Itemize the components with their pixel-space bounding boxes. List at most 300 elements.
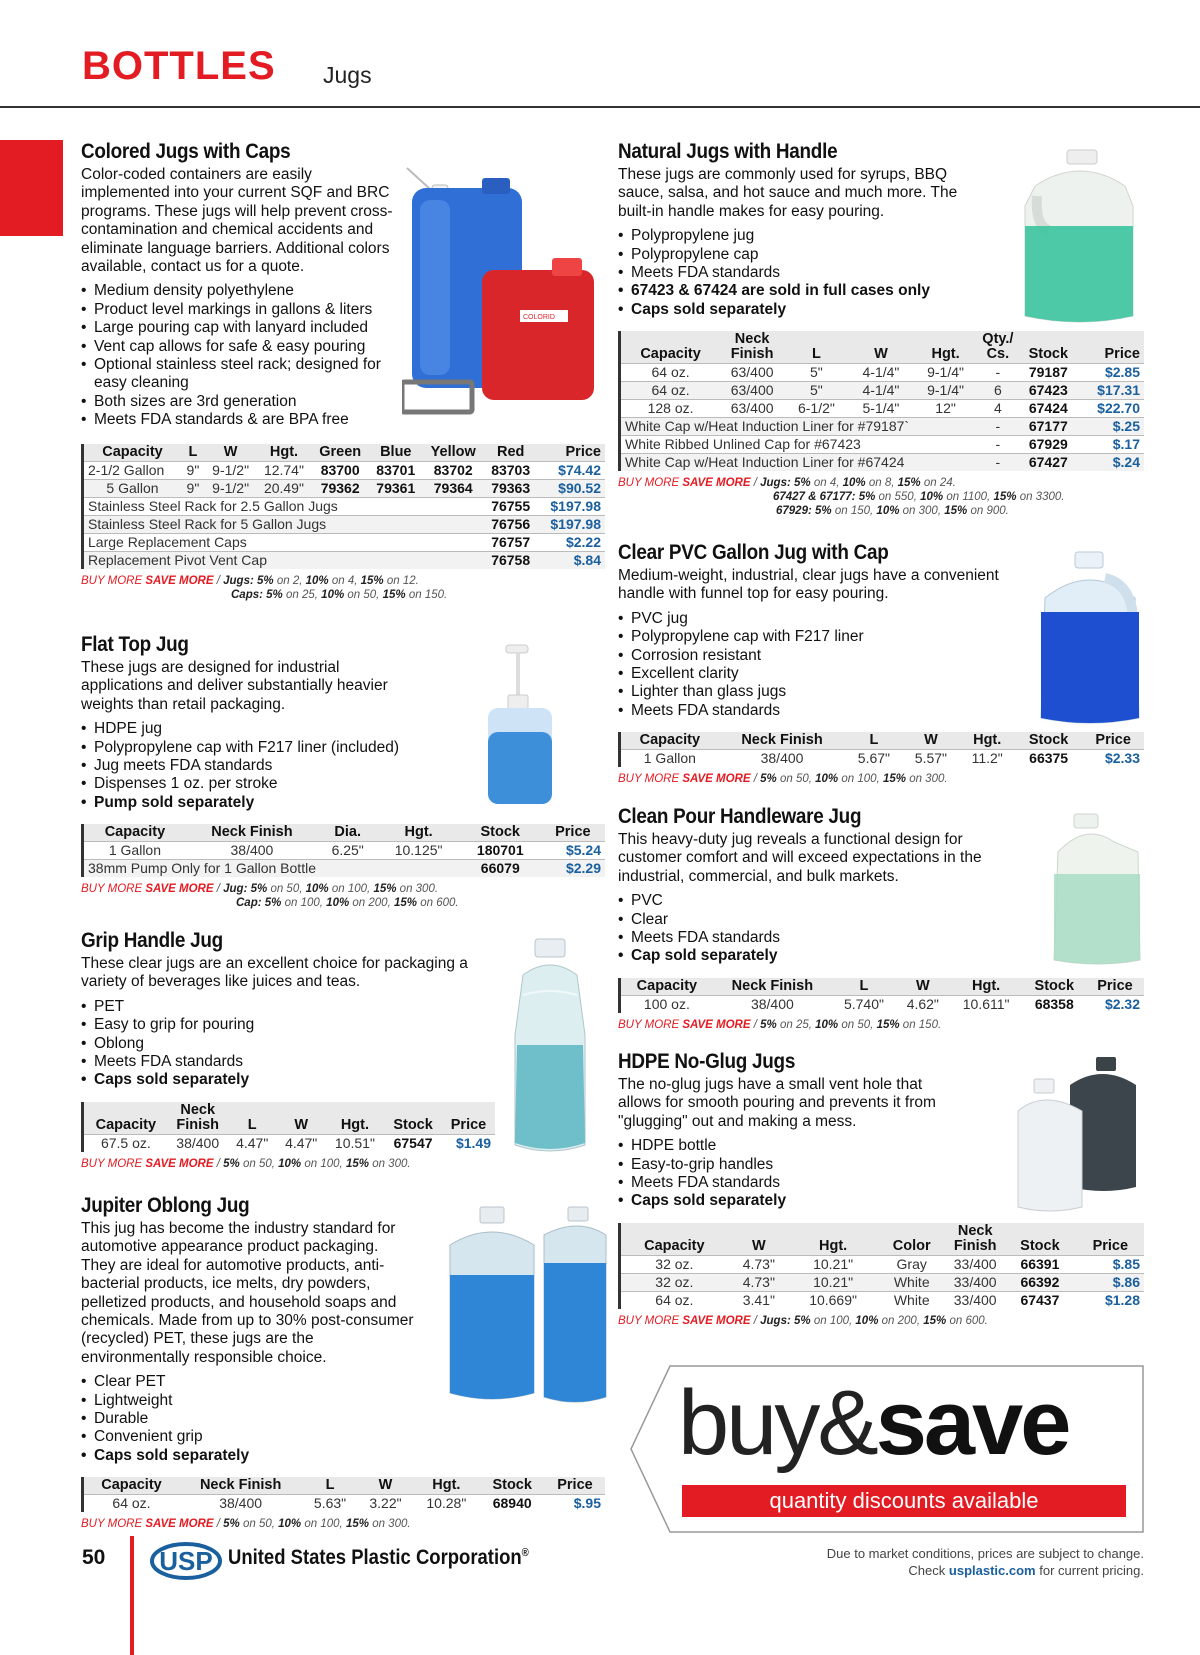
discount-text: 15% bbox=[360, 574, 384, 587]
table-cell: $90.52 bbox=[538, 479, 605, 497]
table-row bbox=[620, 1273, 1145, 1291]
table-cell: 83702 bbox=[423, 461, 484, 479]
feature-item: • Caps sold separately bbox=[618, 301, 1148, 319]
table-row bbox=[83, 551, 606, 569]
table-cell: 9-1/2" bbox=[205, 461, 257, 479]
column-header: Stock bbox=[1028, 732, 1069, 749]
discount-text: 10% bbox=[876, 505, 900, 518]
table-cell: 38mm Pump Only for 1 Gallon Bottle bbox=[83, 860, 460, 878]
discount-text: SAVE MORE bbox=[682, 1314, 751, 1327]
discount-text: 10% bbox=[278, 1157, 302, 1170]
column-header: Stock bbox=[1028, 346, 1069, 363]
column-header: Price bbox=[1104, 346, 1140, 363]
feature-item: • Lighter than glass jugs bbox=[618, 683, 1148, 701]
buy-more-save-more bbox=[618, 772, 1148, 786]
table-cell: 4.62" bbox=[896, 995, 950, 1013]
feature-item: • HDPE bottle bbox=[618, 1137, 1148, 1155]
table-cell: 10.21" bbox=[790, 1255, 876, 1273]
column-header: Price bbox=[450, 1116, 487, 1133]
website-link[interactable]: usplastic.com bbox=[948, 1563, 1036, 1578]
hdpe-no-glug-description: The no-glug jugs have a small vent hole that allows for smooth pouring and prevents it from "glugging" out and making a mess. bbox=[618, 1076, 936, 1130]
discount-text: 15% bbox=[345, 1157, 369, 1170]
column-header: Hgt. bbox=[973, 732, 1002, 749]
column-header: Yellow bbox=[430, 443, 476, 460]
discount-text bbox=[618, 504, 1148, 518]
table-row bbox=[620, 400, 1145, 418]
clean-pour-jug-table bbox=[618, 978, 1144, 1013]
discount-text: 5% bbox=[223, 1518, 240, 1531]
table-cell: $2.22 bbox=[538, 533, 605, 551]
feature-item: • Easy-to-grip handles bbox=[618, 1156, 1148, 1174]
table-cell: 33/400 bbox=[947, 1291, 1003, 1309]
table-cell: 10.21" bbox=[790, 1273, 876, 1291]
table-row bbox=[83, 497, 606, 515]
feature-item: • Easy to grip for pouring bbox=[81, 1016, 501, 1034]
natural-jugs-table bbox=[618, 331, 1144, 471]
discount-text: on 50, bbox=[242, 1518, 275, 1531]
table-cell: Large Replacement Caps bbox=[83, 533, 484, 551]
table-cell: - bbox=[978, 364, 1018, 382]
table-row bbox=[620, 436, 1145, 454]
table-cell: 63/400 bbox=[720, 364, 784, 382]
table-cell: 5 Gallon bbox=[83, 479, 182, 497]
discount-text: on 100, bbox=[841, 773, 880, 786]
natural-jugs-title: Natural Jugs with Handle bbox=[618, 140, 838, 163]
discount-text: BUY MORE bbox=[81, 574, 143, 587]
table-cell: $.17 bbox=[1079, 436, 1144, 454]
company-name-text: United States Plastic Corporation bbox=[228, 1546, 522, 1569]
natural-jugs-image bbox=[1015, 146, 1145, 326]
table-cell: 128 oz. bbox=[620, 400, 721, 418]
feature-item: • Corrosion resistant bbox=[618, 647, 1148, 665]
discount-text bbox=[81, 588, 601, 602]
table-cell: 38/400 bbox=[168, 1134, 228, 1152]
table-cell: White Ribbed Unlined Cap for #67423 bbox=[620, 436, 978, 454]
column-header: L bbox=[859, 977, 869, 994]
discount-text: 67929: bbox=[776, 505, 812, 518]
discount-text: 5% bbox=[760, 1018, 777, 1031]
table-row bbox=[83, 515, 606, 533]
discount-text: 5% bbox=[250, 883, 268, 896]
feature-item: • 67423 & 67424 are sold in full cases only bbox=[618, 282, 1148, 300]
table-cell: 10.669" bbox=[790, 1291, 876, 1309]
discount-text: on 1100, bbox=[946, 491, 991, 504]
table-cell: 83703 bbox=[484, 461, 538, 479]
discount-text: on 8, bbox=[868, 477, 895, 490]
feature-item: • Meets FDA standards bbox=[618, 1174, 1148, 1192]
table-cell: - bbox=[978, 418, 1018, 436]
page-subtitle: Jugs bbox=[323, 62, 372, 88]
table-cell: White Cap w/Heat Induction Liner for #79187` bbox=[620, 418, 978, 436]
discount-text: on 100, bbox=[284, 897, 323, 910]
feature-item: • Product level markings in gallons & liters bbox=[81, 301, 401, 319]
discount-text: SAVE MORE bbox=[145, 1157, 214, 1170]
buy-more-save-more bbox=[618, 1314, 1148, 1328]
discount-text: Jugs: bbox=[223, 574, 254, 587]
column-header: Hgt. bbox=[269, 443, 299, 460]
table-cell: 32 oz. bbox=[620, 1255, 728, 1273]
feature-item: • Lightweight bbox=[81, 1392, 601, 1410]
grip-handle-jug-description: These clear jugs are an excellent choice for packaging a variety of beverages like juices and teas. bbox=[81, 955, 468, 991]
hdpe-no-glug-image bbox=[1012, 1055, 1142, 1213]
table-cell: 5.740" bbox=[832, 995, 896, 1013]
table-cell: 67929 bbox=[1018, 436, 1079, 454]
table-cell: 32 oz. bbox=[620, 1273, 728, 1291]
table-row bbox=[620, 454, 1145, 472]
table-row bbox=[83, 479, 606, 497]
table-cell: $2.33 bbox=[1082, 750, 1144, 768]
table-cell: 33/400 bbox=[947, 1273, 1003, 1291]
column-header: W bbox=[924, 732, 938, 749]
table-cell: 63/400 bbox=[720, 400, 784, 418]
clear-pvc-jug-title: Clear PVC Gallon Jug with Cap bbox=[618, 541, 889, 564]
table-cell: 67177 bbox=[1018, 418, 1079, 436]
table-cell: 76757 bbox=[484, 533, 538, 551]
discount-text: on 100, bbox=[304, 1157, 343, 1170]
flat-top-jug-title: Flat Top Jug bbox=[81, 633, 189, 656]
table-cell: White Cap w/Heat Induction Liner for #67424 bbox=[620, 454, 978, 472]
column-header: Hgt. bbox=[972, 977, 1001, 994]
column-header: L bbox=[188, 443, 198, 460]
table-cell: 1 Gallon bbox=[83, 842, 186, 860]
discount-text: 10% bbox=[321, 588, 345, 601]
footer-divider bbox=[130, 1536, 134, 1655]
column-header: Stock bbox=[1034, 977, 1075, 994]
discount-text: on 4, bbox=[813, 477, 840, 490]
table-cell: - bbox=[978, 454, 1018, 472]
discount-text: SAVE MORE bbox=[145, 1518, 214, 1531]
header-rule bbox=[0, 106, 1200, 108]
feature-item: • Optional stainless steel rack; designed for easy cleaning bbox=[81, 356, 401, 393]
buy-more-save-more bbox=[81, 574, 601, 602]
discount-text: 10% bbox=[815, 773, 839, 786]
feature-item: • Convenient grip bbox=[81, 1428, 601, 1446]
discount-text: 5% bbox=[794, 1314, 811, 1327]
table-cell: 11.2" bbox=[959, 750, 1015, 768]
table-cell: Stainless Steel Rack for 5 Gallon Jugs bbox=[83, 515, 484, 533]
column-header: Price bbox=[1095, 732, 1131, 749]
feature-item: • Clear PET bbox=[81, 1373, 601, 1391]
discount-text: on 600. bbox=[949, 1314, 988, 1327]
table-row bbox=[83, 842, 606, 860]
table-cell: $74.42 bbox=[538, 461, 605, 479]
column-header: Price bbox=[557, 1477, 593, 1494]
table-cell: 5" bbox=[784, 364, 849, 382]
table-cell: $.95 bbox=[545, 1495, 605, 1513]
pricing-note-text: for current pricing. bbox=[1039, 1563, 1144, 1578]
column-header: W bbox=[751, 1237, 766, 1254]
discount-text: 10% bbox=[815, 1018, 839, 1031]
table-cell: 10.51" bbox=[326, 1134, 384, 1152]
discount-text: on 150, bbox=[834, 505, 874, 518]
table-cell: 33/400 bbox=[947, 1255, 1003, 1273]
page-number: 50 bbox=[82, 1546, 106, 1569]
column-header: Stock bbox=[492, 1477, 532, 1494]
table-cell: 10.28" bbox=[413, 1495, 479, 1513]
pricing-note-line: Due to market conditions, prices are subject to change. bbox=[826, 1546, 1144, 1561]
column-header: W bbox=[874, 346, 888, 363]
discount-text: / bbox=[216, 1157, 220, 1170]
feature-item: • Polypropylene jug bbox=[618, 227, 1148, 245]
column-header: Neck Finish bbox=[730, 331, 774, 363]
discount-text: / bbox=[753, 1018, 757, 1031]
table-cell: $.24 bbox=[1079, 454, 1144, 472]
discount-text: on 900. bbox=[970, 505, 1009, 518]
table-cell: 38/400 bbox=[719, 750, 846, 768]
table-cell: Gray bbox=[876, 1255, 947, 1273]
table-cell: $1.49 bbox=[442, 1134, 495, 1152]
feature-item: • Oblong bbox=[81, 1035, 501, 1053]
column-header: L bbox=[869, 732, 879, 749]
table-row bbox=[83, 461, 606, 479]
discount-text: on 2, bbox=[276, 574, 303, 587]
table-cell: 64 oz. bbox=[620, 1291, 728, 1309]
column-header: Stock bbox=[393, 1116, 433, 1133]
table-cell: $1.28 bbox=[1077, 1291, 1144, 1309]
table-cell: 64 oz. bbox=[620, 382, 721, 400]
discount-text: BUY MORE bbox=[618, 773, 680, 786]
table-cell: 3.22" bbox=[358, 1495, 413, 1513]
discount-text: on 300, bbox=[902, 505, 942, 518]
discount-text: 15% bbox=[993, 491, 1017, 504]
discount-text: BUY MORE bbox=[81, 1518, 143, 1531]
table-cell: 68940 bbox=[479, 1495, 545, 1513]
discount-text: 15% bbox=[373, 883, 397, 896]
table-cell: 66375 bbox=[1015, 750, 1082, 768]
banner-tagline: quantity discounts available bbox=[682, 1485, 1126, 1517]
table-cell: 9-1/4" bbox=[913, 364, 978, 382]
column-header: W bbox=[915, 977, 930, 994]
table-cell: Stainless Steel Rack for 2.5 Gallon Jugs bbox=[83, 497, 484, 515]
discount-text: on 4, bbox=[331, 574, 358, 587]
discount-text: on 100, bbox=[813, 1314, 853, 1327]
column-header: Qty./ Cs. bbox=[982, 331, 1014, 363]
feature-item: • HDPE jug bbox=[81, 720, 601, 738]
column-header: Capacity bbox=[639, 732, 701, 749]
banner-word-save: save bbox=[875, 1372, 1069, 1474]
discount-text: on 200, bbox=[881, 1314, 921, 1327]
colored-jugs-table bbox=[81, 444, 605, 569]
table-cell: 4.47" bbox=[277, 1134, 326, 1152]
table-cell: 66391 bbox=[1003, 1255, 1076, 1273]
discount-text: SAVE MORE bbox=[145, 883, 214, 896]
discount-text: on 300. bbox=[399, 883, 439, 896]
discount-text: 15% bbox=[393, 897, 418, 910]
discount-text: 10% bbox=[920, 491, 944, 504]
table-row bbox=[620, 418, 1145, 436]
table-cell: $.85 bbox=[1077, 1255, 1144, 1273]
discount-text: on 300. bbox=[372, 1157, 411, 1170]
buy-more-save-more bbox=[618, 476, 1148, 518]
table-cell: $197.98 bbox=[538, 515, 605, 533]
table-row bbox=[83, 860, 606, 878]
discount-text: 15% bbox=[876, 1018, 900, 1031]
table-cell: 2-1/2 Gallon bbox=[83, 461, 182, 479]
table-cell: 5" bbox=[784, 382, 849, 400]
column-header: Red bbox=[496, 443, 525, 460]
table-cell: 1 Gallon bbox=[620, 750, 719, 768]
table-cell: $5.24 bbox=[541, 842, 605, 860]
column-header: Neck Finish bbox=[176, 1101, 220, 1133]
table-cell: 10.125" bbox=[377, 842, 459, 860]
discount-text: BUY MORE bbox=[618, 477, 680, 490]
colored-jugs-title: Colored Jugs with Caps bbox=[81, 140, 291, 163]
table-cell: 4-1/4" bbox=[849, 382, 914, 400]
flat-top-jug-table bbox=[81, 824, 605, 877]
table-cell: 79364 bbox=[423, 479, 484, 497]
column-header: Neck Finish bbox=[211, 824, 293, 841]
table-cell: 4-1/4" bbox=[849, 364, 914, 382]
table-cell: 6.25" bbox=[318, 842, 377, 860]
feature-item: • Durable bbox=[81, 1410, 601, 1428]
discount-text: 5% bbox=[815, 505, 832, 518]
discount-text: on 3300. bbox=[1019, 491, 1065, 504]
clean-pour-jug-title: Clean Pour Handleware Jug bbox=[618, 805, 862, 828]
feature-item: • Meets FDA standards & are BPA free bbox=[81, 411, 401, 429]
discount-text: / bbox=[753, 1314, 757, 1327]
table-cell: 79361 bbox=[369, 479, 423, 497]
grip-handle-jug-features bbox=[81, 998, 501, 1090]
discount-text: 15% bbox=[882, 773, 906, 786]
feature-item: • Polypropylene cap with F217 liner (included) bbox=[81, 739, 601, 757]
buy-more-save-more bbox=[81, 1157, 501, 1171]
buy-more-save-more bbox=[81, 1517, 601, 1531]
table-row bbox=[83, 533, 606, 551]
column-header: Price bbox=[1092, 1237, 1129, 1254]
discount-text: 15% bbox=[923, 1314, 947, 1327]
column-header: Stock bbox=[1020, 1237, 1060, 1254]
table-cell: 67427 bbox=[1018, 454, 1079, 472]
table-cell: White bbox=[876, 1273, 947, 1291]
feature-item: • Meets FDA standards bbox=[618, 702, 1148, 720]
registered-mark: ® bbox=[521, 1547, 529, 1559]
table-cell: - bbox=[978, 436, 1018, 454]
table-cell: Replacement Pivot Vent Cap bbox=[83, 551, 484, 569]
feature-item: • Jug meets FDA standards bbox=[81, 757, 601, 775]
column-header: L bbox=[325, 1477, 335, 1494]
hdpe-no-glug-title: HDPE No-Glug Jugs bbox=[618, 1050, 796, 1073]
colored-jugs-image bbox=[402, 160, 602, 420]
discount-text: on 100, bbox=[304, 1518, 343, 1531]
discount-text: 10% bbox=[855, 1314, 879, 1327]
column-header: L bbox=[247, 1116, 257, 1133]
usp-logo bbox=[150, 1542, 222, 1580]
buy-more-save-more bbox=[618, 1018, 1148, 1032]
table-cell: 83700 bbox=[312, 461, 369, 479]
discount-text: 15% bbox=[345, 1518, 369, 1531]
table-cell: 79187 bbox=[1018, 364, 1079, 382]
feature-item: • Cap sold separately bbox=[618, 947, 1148, 965]
feature-item: • Both sizes are 3rd generation bbox=[81, 393, 401, 411]
table-cell: 3.41" bbox=[728, 1291, 790, 1309]
pricing-note bbox=[827, 1545, 1144, 1579]
discount-text: / bbox=[216, 883, 220, 896]
discount-text: / bbox=[753, 477, 757, 490]
table-cell: 10.611" bbox=[950, 995, 1023, 1013]
feature-item: • Caps sold separately bbox=[81, 1071, 501, 1089]
feature-item: • Large pouring cap with lanyard included bbox=[81, 319, 401, 337]
column-header: Neck Finish bbox=[199, 1477, 282, 1494]
logo-text: USP bbox=[159, 1546, 213, 1576]
table-row bbox=[620, 1255, 1145, 1273]
table-cell: 6 bbox=[978, 382, 1018, 400]
feature-item: • Pump sold separately bbox=[81, 794, 601, 812]
discount-text: 5% bbox=[266, 588, 283, 601]
discount-text: on 50, bbox=[779, 773, 812, 786]
table-cell: 67.5 oz. bbox=[83, 1134, 168, 1152]
jupiter-oblong-jug-image bbox=[440, 1205, 610, 1407]
jupiter-oblong-jug-description: This jug has become the industry standard for automotive appearance product packaging. They are ideal for automotive products, anti-bacterial products, ice melts, dry powders, pelletized products, and household soaps and chemicals. Made from up to 30% post-consumer (recycled) PET, these jugs are the environmentally responsible choice. bbox=[81, 1220, 414, 1366]
feature-item: • Polypropylene cap bbox=[618, 246, 1148, 264]
colored-jugs-description: Color-coded containers are easily implemented into your current SQF and BRC programs. These jugs will help prevent cross-contamination and chemical accidents and eliminate language barriers. Additional colors available, contact us for a quote. bbox=[81, 166, 393, 276]
discount-text: 5% bbox=[760, 773, 777, 786]
table-cell: $2.29 bbox=[541, 860, 605, 878]
feature-item: • Caps sold separately bbox=[618, 1192, 1148, 1210]
discount-text: on 300. bbox=[909, 773, 948, 786]
column-header: Neck Finish bbox=[953, 1222, 997, 1254]
column-header: Blue bbox=[380, 443, 412, 460]
discount-text: on 24. bbox=[923, 477, 956, 490]
discount-text: on 200, bbox=[352, 897, 391, 910]
clean-pour-jug-description: This heavy-duty jug reveals a functional design for customer comfort and will exceed expectations in the industrial, commercial, and bulk markets. bbox=[618, 831, 982, 885]
table-cell: $2.32 bbox=[1086, 995, 1144, 1013]
discount-text: Jug: bbox=[223, 883, 248, 896]
table-cell: 5.57" bbox=[902, 750, 959, 768]
table-cell: 9" bbox=[181, 461, 205, 479]
column-header: W bbox=[378, 1477, 393, 1494]
discount-text: Jugs: bbox=[760, 1314, 791, 1327]
table-cell: 100 oz. bbox=[620, 995, 713, 1013]
grip-handle-jug-section bbox=[81, 929, 501, 1171]
discount-text: 15% bbox=[382, 588, 406, 601]
table-row bbox=[620, 364, 1145, 382]
grip-handle-jug-title: Grip Handle Jug bbox=[81, 929, 223, 952]
discount-text: 10% bbox=[842, 477, 866, 490]
discount-text bbox=[618, 490, 1148, 504]
column-header: W bbox=[294, 1116, 309, 1133]
feature-item: • Medium density polyethylene bbox=[81, 282, 401, 300]
colored-jugs-features bbox=[81, 282, 401, 429]
discount-text: 5% bbox=[264, 897, 282, 910]
column-header: Dia. bbox=[334, 824, 361, 841]
discount-text: Caps: bbox=[231, 588, 263, 601]
buy-and-save-banner bbox=[630, 1365, 1144, 1533]
discount-text: 5% bbox=[257, 574, 274, 587]
discount-text: BUY MORE bbox=[618, 1018, 680, 1031]
table-cell: 9" bbox=[181, 479, 205, 497]
table-cell: 67547 bbox=[384, 1134, 442, 1152]
table-cell: 12.74" bbox=[256, 461, 311, 479]
column-header: Capacity bbox=[644, 1237, 705, 1254]
feature-item: • Vent cap allows for safe & easy pouring bbox=[81, 338, 401, 356]
discount-text: BUY MORE bbox=[81, 883, 143, 896]
table-cell: 63/400 bbox=[720, 382, 784, 400]
discount-text: 10% bbox=[278, 1518, 302, 1531]
page-title: BOTTLES bbox=[82, 44, 276, 88]
column-header: Capacity bbox=[636, 977, 698, 994]
column-header: Capacity bbox=[102, 443, 163, 460]
grip-handle-jug-table bbox=[81, 1102, 495, 1152]
table-cell: 5.67" bbox=[845, 750, 902, 768]
table-cell: 4.73" bbox=[728, 1273, 790, 1291]
column-header: Hgt. bbox=[819, 1237, 848, 1254]
jug-label-text: COLORID bbox=[523, 314, 555, 321]
section-tab bbox=[0, 140, 63, 236]
table-cell: 12" bbox=[913, 400, 978, 418]
discount-text: Jugs: bbox=[760, 477, 791, 490]
table-cell: 6-1/2" bbox=[784, 400, 849, 418]
table-row bbox=[620, 1291, 1145, 1309]
